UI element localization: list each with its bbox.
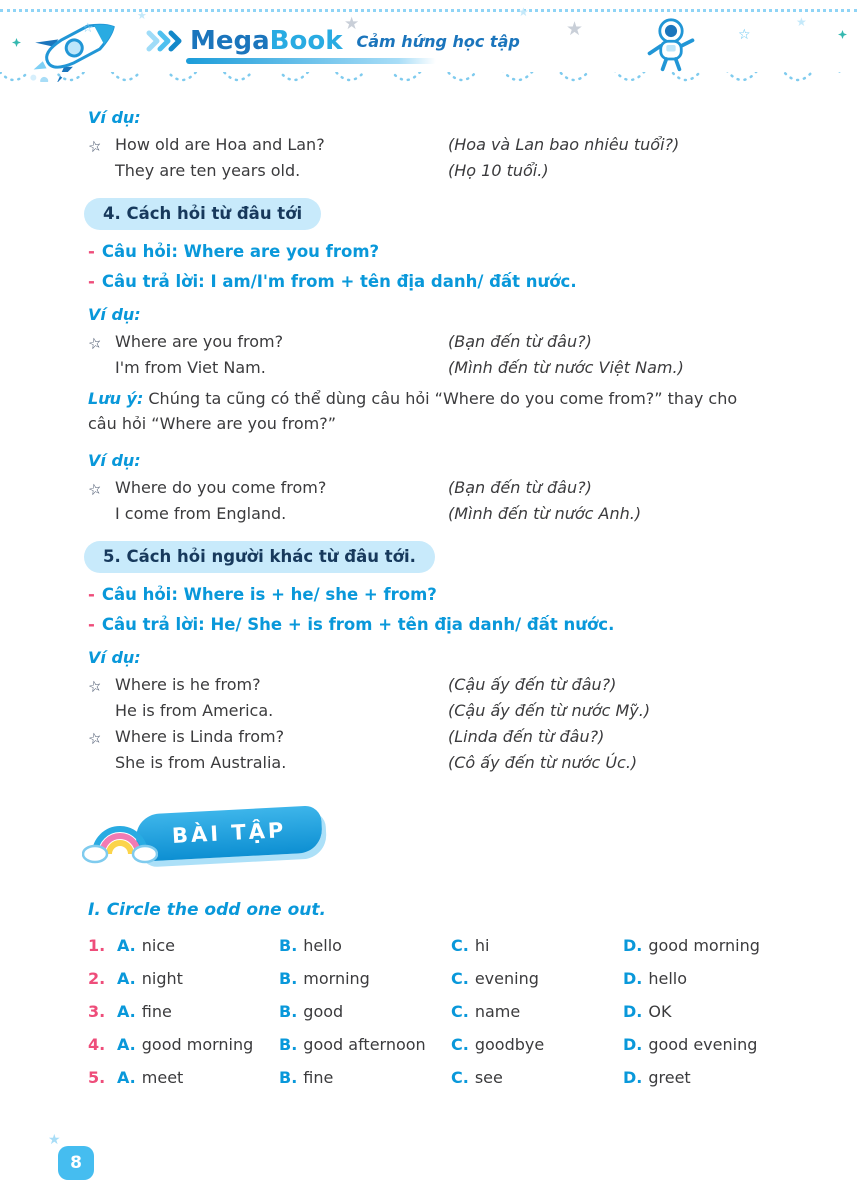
option-d: D. greet — [623, 1067, 691, 1087]
decor-star-icon: ☆ — [738, 27, 751, 43]
example-en: She is from Australia. — [115, 752, 287, 772]
option-d: D. OK — [623, 1001, 672, 1021]
decor-star-icon: ★ — [137, 9, 147, 22]
example-en: Where is he from? — [115, 674, 261, 694]
example-vi: (Hoa và Lan bao nhiêu tuổi?) — [448, 135, 680, 154]
section-5-heading: 5. Cách hỏi người khác từ đâu tới. — [84, 541, 435, 573]
luu-y-label: Lưu ý: — [88, 389, 144, 408]
decor-sparkle-icon — [12, 38, 21, 47]
example-vi: (Cậu ấy đến từ nước Mỹ.) — [448, 700, 651, 720]
bai-tap-title: BÀI TẬP — [171, 817, 287, 848]
example-vi: (Bạn đến từ đâu?) — [448, 332, 592, 351]
example-vi: (Linda đến từ đâu?) — [448, 726, 605, 746]
star-bullet-icon — [88, 173, 114, 179]
example-row — [86, 674, 770, 697]
example-row — [88, 504, 770, 523]
decor-star-icon: ★ — [566, 18, 584, 40]
option-d: D. good morning — [623, 935, 760, 955]
example-row — [86, 477, 770, 500]
decor-star-icon: ☆ — [82, 21, 94, 36]
decor-star-icon: ★ — [344, 14, 360, 34]
option-b: B. hello — [279, 935, 342, 955]
vi-du-label: Ví dụ: — [88, 108, 141, 127]
example-vi: (Bạn đến từ đâu?) — [448, 477, 592, 497]
section-4-heading: 4. Cách hỏi từ đâu tới — [84, 198, 321, 230]
note-text: Chúng ta cũng có thể dùng câu hỏi “Where do you come from?” thay cho câu hỏi “Where are you from?” — [88, 389, 738, 433]
question-number: 5. — [88, 1067, 106, 1087]
option-d: D. good evening — [623, 1034, 758, 1054]
option-a: A. meet — [117, 1067, 184, 1087]
vi-du-label: Ví dụ: — [88, 305, 141, 324]
star-bullet-icon: ☆ — [86, 478, 104, 500]
page-number-container — [48, 1132, 94, 1180]
question-number: 4. — [88, 1034, 106, 1054]
vi-du-label: Ví dụ: — [88, 450, 141, 470]
example-vi: (Mình đến từ nước Việt Nam.) — [448, 358, 684, 377]
star-bullet-icon: ☆ — [86, 675, 104, 697]
logo-tagline: Cảm hứng học tập — [356, 31, 520, 51]
example-vi: (Cô ấy đến từ nước Úc.) — [448, 752, 638, 772]
example-en: They are ten years old. — [115, 161, 301, 180]
example-en: I come from England. — [115, 503, 287, 523]
vi-du-label: Ví dụ: — [88, 647, 141, 667]
option-b: B. good — [279, 1001, 344, 1021]
section-4-answer-pattern — [88, 272, 770, 291]
option-b: B. fine — [279, 1067, 334, 1087]
question-number: 1. — [88, 935, 106, 955]
question-number: 2. — [88, 968, 106, 988]
option-c: C. goodbye — [451, 1034, 545, 1054]
example-row — [86, 726, 770, 749]
star-bullet-icon — [88, 370, 114, 376]
exercise-row — [88, 969, 770, 988]
note-paragraph — [88, 387, 770, 437]
option-c: C. see — [451, 1067, 503, 1087]
example-vi: (Cậu ấy đến từ đâu?) — [448, 674, 617, 694]
dash-bullet: - — [88, 614, 95, 634]
exercise-row — [88, 936, 770, 955]
star-bullet-icon — [88, 765, 114, 771]
bai-tap-banner — [84, 806, 770, 872]
example-row — [86, 135, 770, 157]
example-en: Where is Linda from? — [115, 726, 285, 746]
example-row — [88, 753, 770, 772]
decor-star-icon: ★ — [48, 1132, 61, 1148]
question-pattern-text: Câu hỏi: Where is + he/ she + from? — [101, 584, 437, 604]
megabook-logo — [146, 28, 520, 54]
example-vi: (Mình đến từ nước Anh.) — [448, 503, 642, 523]
logo-book-text: Book — [269, 26, 343, 56]
example-row — [88, 358, 770, 377]
astronaut-icon — [643, 16, 699, 74]
exercise-row — [88, 1068, 770, 1087]
answer-pattern-text: Câu trả lời: He/ She + is from + tên địa danh/ đất nước. — [101, 614, 615, 634]
example-vi: (Họ 10 tuổi.) — [448, 161, 549, 180]
exercise-row — [88, 1002, 770, 1021]
star-bullet-icon: ☆ — [86, 136, 104, 157]
logo-wordmark — [190, 28, 343, 54]
rainbow-icon — [82, 810, 158, 864]
example-en: How old are Hoa and Lan? — [115, 135, 325, 154]
dash-bullet: - — [88, 584, 95, 604]
decor-star-icon: ★ — [518, 5, 529, 19]
logo-swoosh — [186, 58, 436, 64]
option-a: A. fine — [117, 1001, 172, 1021]
example-en: Where do you come from? — [115, 477, 327, 497]
dash-bullet: - — [88, 272, 95, 291]
exercise-instruction: I. Circle the odd one out. — [88, 899, 326, 920]
option-b: B. good afternoon — [279, 1034, 426, 1054]
section-5-answer-pattern — [88, 615, 770, 634]
bai-tap-ribbon — [135, 805, 324, 862]
logo-chevrons-icon — [146, 30, 182, 52]
star-bullet-icon: ☆ — [86, 333, 104, 354]
answer-pattern-text: Câu trả lời: I am/I'm from + tên địa danh/ đất nước. — [101, 272, 577, 291]
star-bullet-icon — [88, 713, 114, 719]
option-c: C. name — [451, 1001, 521, 1021]
option-a: A. nice — [117, 935, 175, 955]
star-bullet-icon — [88, 516, 114, 522]
option-b: B. morning — [279, 968, 370, 988]
logo-mega-text: Mega — [190, 26, 270, 56]
dash-bullet: - — [88, 242, 95, 261]
section-5-question-pattern — [88, 585, 770, 604]
example-en: Where are you from? — [115, 332, 284, 351]
option-a: A. night — [117, 968, 183, 988]
exercise-row — [88, 1035, 770, 1054]
page-content — [0, 76, 857, 1087]
header-dotted-border — [0, 9, 857, 12]
example-en: He is from America. — [115, 700, 274, 720]
option-d: D. hello — [623, 968, 688, 988]
example-row — [88, 161, 770, 180]
option-c: C. hi — [451, 935, 490, 955]
header-scallop-edge — [0, 72, 857, 88]
example-row — [86, 332, 770, 354]
page-number: 8 — [58, 1146, 94, 1180]
option-c: C. evening — [451, 968, 539, 988]
decor-sparkle-icon — [838, 30, 847, 39]
decor-star-icon: ★ — [796, 15, 807, 29]
section-4-question-pattern — [88, 242, 770, 261]
example-row — [88, 701, 770, 720]
example-en: I'm from Viet Nam. — [115, 358, 266, 377]
question-number: 3. — [88, 1001, 106, 1021]
option-a: A. good morning — [117, 1034, 254, 1054]
star-bullet-icon: ☆ — [86, 727, 104, 749]
question-pattern-text: Câu hỏi: Where are you from? — [101, 242, 380, 261]
page-header — [0, 0, 857, 76]
